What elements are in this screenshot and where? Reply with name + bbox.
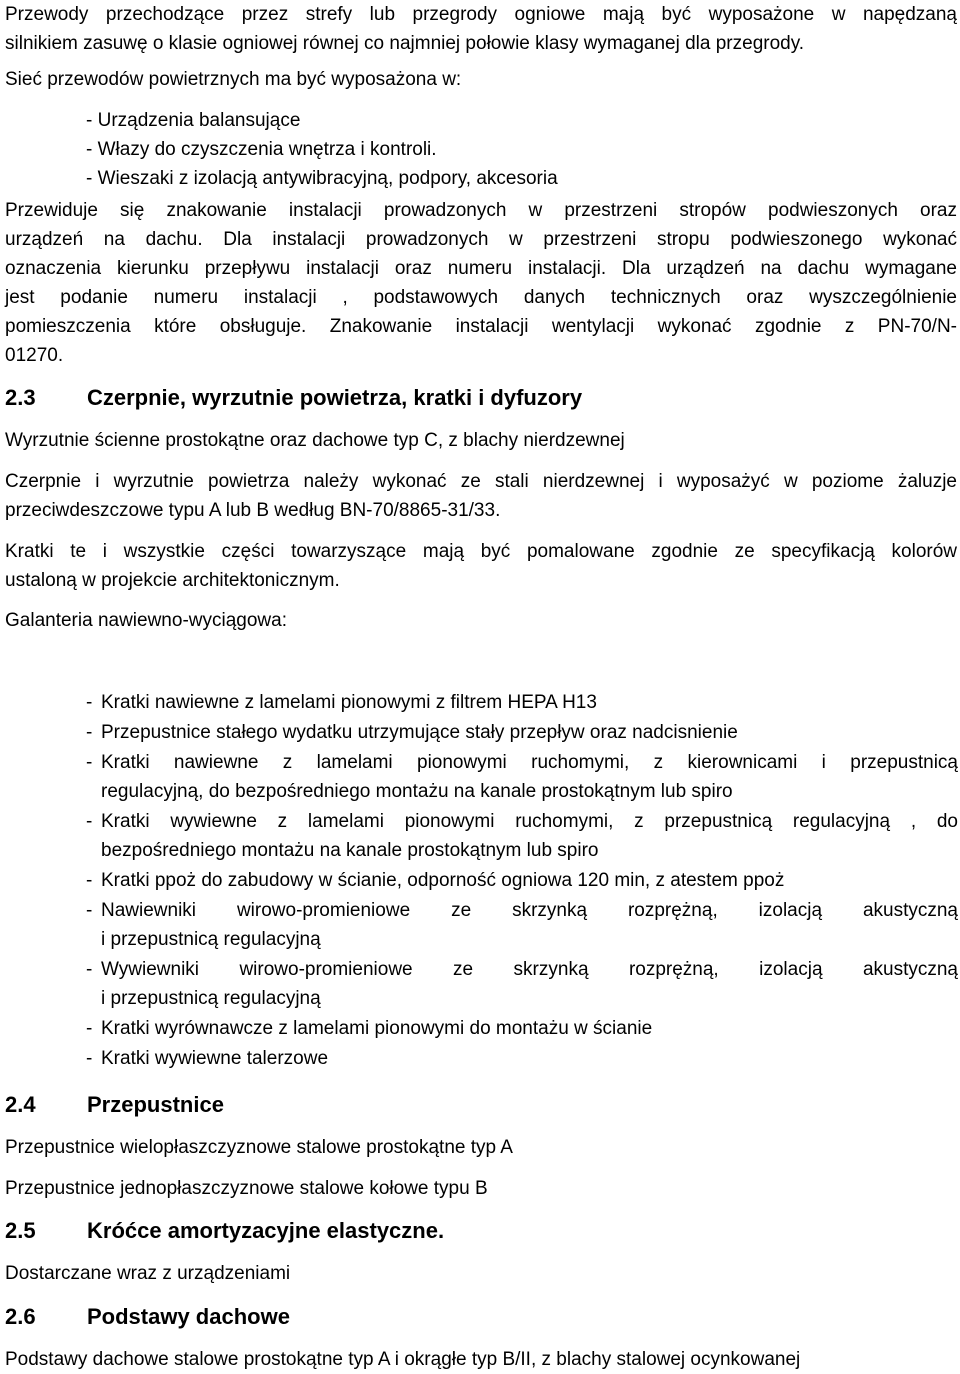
section-2-5-heading bbox=[5, 1216, 957, 1246]
text-line: Przewiduje się znakowanie instalacji prowadzonych w przestrzeni stropów podwieszonych oraz bbox=[5, 200, 957, 221]
list-item bbox=[86, 955, 958, 1013]
section-number: 2.6 bbox=[5, 1304, 36, 1329]
section-2-4-heading bbox=[5, 1090, 957, 1120]
text-line: urządzeń na dachu. Dla instalacji prowadzonych w przestrzeni stropu podwieszonego wykonać bbox=[5, 229, 957, 250]
text-line: Dostarczane wraz z urządzeniami bbox=[5, 1263, 291, 1284]
text-line: Przepustnice jednopłaszczyznowe stalowe kołowe typu B bbox=[5, 1178, 488, 1199]
network-intro bbox=[5, 65, 957, 94]
list-dash: - bbox=[86, 811, 93, 832]
list-item-text: Kratki wyrównawcze z lamelami pionowymi do montażu w ścianie bbox=[101, 1018, 653, 1039]
list-dash: - bbox=[86, 900, 93, 921]
list-dash: - bbox=[86, 692, 93, 713]
list-dash: - bbox=[86, 752, 93, 773]
list-item bbox=[86, 688, 958, 717]
list-item bbox=[86, 896, 958, 954]
list-item bbox=[86, 866, 958, 895]
text-line: oznaczenia kierunku przepływu instalacji oraz numeru instalacji. Dla urządzeń na dachu wymagane bbox=[5, 258, 957, 279]
section-number: 2.4 bbox=[5, 1092, 36, 1117]
list-item bbox=[86, 1044, 958, 1073]
text-line: Kratki te i wszystkie części towarzyszące mają być pomalowane zgodnie ze specyfikacją kolorów bbox=[5, 541, 957, 562]
text-line: silnikiem zasuwę o klasie ogniowej równej co najmniej połowie klasy wymaganej dla przegrody. bbox=[5, 33, 805, 54]
list-item-text: Wywiewniki wirowo-promieniowe ze skrzynką rozprężną, izolacją akustyczną bbox=[101, 959, 958, 980]
list-item-text: Kratki nawiewne z lamelami pionowymi z filtrem HEPA H13 bbox=[101, 692, 597, 713]
network-items bbox=[5, 106, 957, 193]
list-item bbox=[86, 1014, 958, 1043]
section-2-4-p1 bbox=[5, 1133, 957, 1162]
section-heading bbox=[5, 1090, 957, 1120]
list-item-text: Kratki ppoż do zabudowy w ścianie, odporność ogniowa 120 min, z atestem ppoż bbox=[101, 870, 785, 891]
section-2-3-p4 bbox=[5, 606, 957, 635]
section-2-3-p2 bbox=[5, 467, 957, 525]
section-2-3-heading bbox=[5, 383, 957, 413]
section-title: Przepustnice bbox=[87, 1092, 224, 1117]
text-line: Sieć przewodów powietrznych ma być wyposażona w: bbox=[5, 69, 462, 90]
grille-list bbox=[86, 688, 958, 1074]
list-dash: - bbox=[86, 1048, 93, 1069]
list-item-text: Kratki wywiewne z lamelami pionowymi ruchomymi, z przepustnicą regulacyjną , do bbox=[101, 811, 958, 832]
section-2-4-p2 bbox=[5, 1174, 957, 1203]
section-number: 2.5 bbox=[5, 1218, 36, 1243]
section-2-6-heading bbox=[5, 1302, 957, 1332]
text-line: Przewody przechodzące przez strefy lub przegrody ogniowe mają być wyposażone w napędzaną bbox=[5, 4, 957, 25]
text-line: przeciwdeszczowe typu A lub B według BN-70/8865-31/33. bbox=[5, 500, 501, 521]
section-2-3-p1 bbox=[5, 426, 957, 455]
text-line: Czerpnie i wyrzutnie powietrza należy wykonać ze stali nierdzewnej i wyposażyć w poziome żaluzje bbox=[5, 471, 957, 492]
text-line: Wyrzutnie ścienne prostokątne oraz dachowe typ C, z blachy nierdzewnej bbox=[5, 430, 625, 451]
list-dash: - bbox=[86, 722, 93, 743]
text-line: pomieszczenia które obsługuje. Znakowanie instalacji wentylacji wykonać zgodnie z PN-70/N- bbox=[5, 316, 957, 337]
section-heading bbox=[5, 1216, 957, 1246]
text-line: Podstawy dachowe stalowe prostokątne typ A i okrągłe typ B/II, z blachy stalowej ocynkowanej bbox=[5, 1349, 801, 1370]
network-item: - Wieszaki z izolacją antywibracyjną, podpory, akcesoria bbox=[86, 168, 558, 189]
list-item-text: Kratki nawiewne z lamelami pionowymi ruchomymi, z kierownicami i przepustnicą bbox=[101, 752, 958, 773]
section-heading bbox=[5, 383, 957, 413]
text-line: 01270. bbox=[5, 345, 64, 366]
list-item bbox=[86, 807, 958, 865]
intro-paragraph-1 bbox=[5, 0, 957, 58]
section-title: Króćce amortyzacyjne elastyczne. bbox=[87, 1218, 445, 1243]
list-dash: - bbox=[86, 870, 93, 891]
text-line: ustaloną w projekcie architektonicznym. bbox=[5, 570, 340, 591]
list-item-text: regulacyjną, do bezpośredniego montażu na kanale prostokątnym lub spiro bbox=[101, 781, 733, 802]
text-line: Galanteria nawiewno-wyciągowa: bbox=[5, 610, 287, 631]
section-number: 2.3 bbox=[5, 385, 36, 410]
section-2-6-p1 bbox=[5, 1345, 957, 1374]
network-item: - Włazy do czyszczenia wnętrza i kontroli. bbox=[86, 139, 437, 160]
list-item-text: Kratki wywiewne talerzowe bbox=[101, 1048, 329, 1069]
intro-paragraph-2 bbox=[5, 196, 957, 370]
list-dash: - bbox=[86, 959, 93, 980]
network-item: - Urządzenia balansujące bbox=[86, 110, 301, 131]
text-line: Przepustnice wielopłaszczyznowe stalowe prostokątne typ A bbox=[5, 1137, 513, 1158]
list-item-text: Przepustnice stałego wydatku utrzymujące stały przepływ oraz nadcisnienie bbox=[101, 722, 738, 743]
section-title: Czerpnie, wyrzutnie powietrza, kratki i dyfuzory bbox=[87, 385, 583, 410]
list-dash: - bbox=[86, 1018, 93, 1039]
section-2-3-p3 bbox=[5, 537, 957, 595]
section-title: Podstawy dachowe bbox=[87, 1304, 290, 1329]
section-heading bbox=[5, 1302, 957, 1332]
list-item-text: i przepustnicą regulacyjną bbox=[101, 988, 321, 1009]
section-2-5-p1 bbox=[5, 1259, 957, 1288]
list-item-text: Nawiewniki wirowo-promieniowe ze skrzynką rozprężną, izolacją akustyczną bbox=[101, 900, 958, 921]
text-line: jest podanie numeru instalacji , podstawowych danych technicznych oraz wyszczególnienie bbox=[5, 287, 957, 308]
list-item bbox=[86, 748, 958, 806]
list-item-text: bezpośredniego montażu na kanale prostokątnym lub spiro bbox=[101, 840, 599, 861]
list-item bbox=[86, 718, 958, 747]
list-item-text: i przepustnicą regulacyjną bbox=[101, 929, 321, 950]
